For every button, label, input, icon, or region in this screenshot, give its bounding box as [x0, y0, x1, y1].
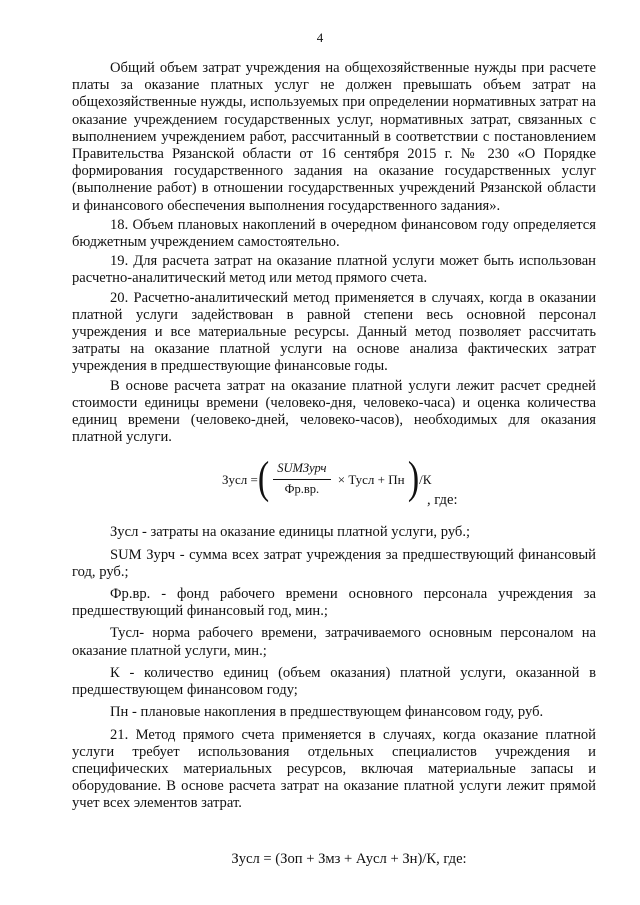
right-paren: ) [407, 453, 420, 504]
definition: SUM Зурч - сумма всех затрат учреждения за предшествующий финансовый год, руб.; [72, 546, 596, 580]
formula-lhs: Зусл = [222, 471, 258, 487]
formula-fraction [273, 460, 330, 497]
definition: Тусл- норма рабочего времени, затрачиваемого основным персоналом на оказание платной услуги, мин.; [72, 625, 596, 659]
definition: Фр.вр. - фонд рабочего времени основного персонала учреждения за предшествующий финансовый год, мин.; [72, 586, 596, 620]
left-paren: ( [257, 453, 270, 504]
formula-middle: × Тусл + Пн [334, 471, 408, 487]
definition: Пн - плановые накопления в предшествующем финансовом году, руб. [110, 704, 544, 721]
formula-tail: /К [419, 471, 432, 487]
direct-cost-formula: Зусл = (Зоп + Змз + Аусл + Зн)/К, где: [231, 850, 467, 867]
paragraph: Общий объем затрат учреждения на общехозяйственные нужды при расчете платы за оказание платных услуг не должен превышать объем затрат на общехозяйственные нужды, используемых при определении нормативных затрат на оказание учреждением государственных услуг, нормативных затрат, связанных с выполнением учреждением работ, рассчитанный в соответствии с постановлением Правительства Рязанской области от 16 сентября 2015 г. № 230 «О Порядке формирования государственного задания на оказание государственных услуг (выполнение работ) в отношении государственных учреждений Рязанской области и финансового обеспечения выполнения государственного задания». [72, 60, 596, 214]
fraction-denominator: Фр.вр. [284, 481, 320, 496]
formula-suffix: , где: [427, 492, 458, 509]
definition: К - количество единиц (объем оказания) платной услуги, оказанной в предшествующем финансовом году; [72, 664, 596, 699]
page-number: 4 [316, 30, 324, 45]
paragraph: 21. Метод прямого счета применяется в случаях, когда оказание платной услуги требует использования отдельных специалистов учреждения и специфических материальных ресурсов, включая материальные запасы и оборудование. В основе расчета затрат на оказание платной услуги лежит прямой учет всех элементов затрат. [72, 726, 596, 812]
paragraph: 18. Объем плановых накоплений в очередном финансовом году определяется бюджетным учреждением самостоятельно. [72, 216, 596, 251]
cost-formula [72, 452, 596, 518]
paragraph: 20. Расчетно-аналитический метод применяется в случаях, когда в оказании платной услуги задействован в равной степени весь основной персонал учреждения и все материальные ресурсы. Данный метод позволяет рассчитать затраты на оказание платной услуги на основе анализа фактических затрат учреждения в предшествующие финансовые годы. [72, 289, 596, 375]
formula-expression [222, 453, 432, 504]
document-body [72, 60, 596, 868]
fraction-numerator: SUMЗурч [273, 460, 330, 479]
paragraph: 19. Для расчета затрат на оказание платной услуги может быть использован расчетно-аналитический метод или метод прямого счета. [72, 253, 596, 287]
paragraph: В основе расчета затрат на оказание платной услуги лежит расчет средней стоимости единицы времени (человеко-дня, человеко-часа) и оценка количества единиц времени (человеко-дней, человеко-часов), необходимых для оказания платной услуги. [72, 377, 596, 446]
definition: Зусл - затраты на оказание единицы платной услуги, руб.; [110, 524, 471, 541]
